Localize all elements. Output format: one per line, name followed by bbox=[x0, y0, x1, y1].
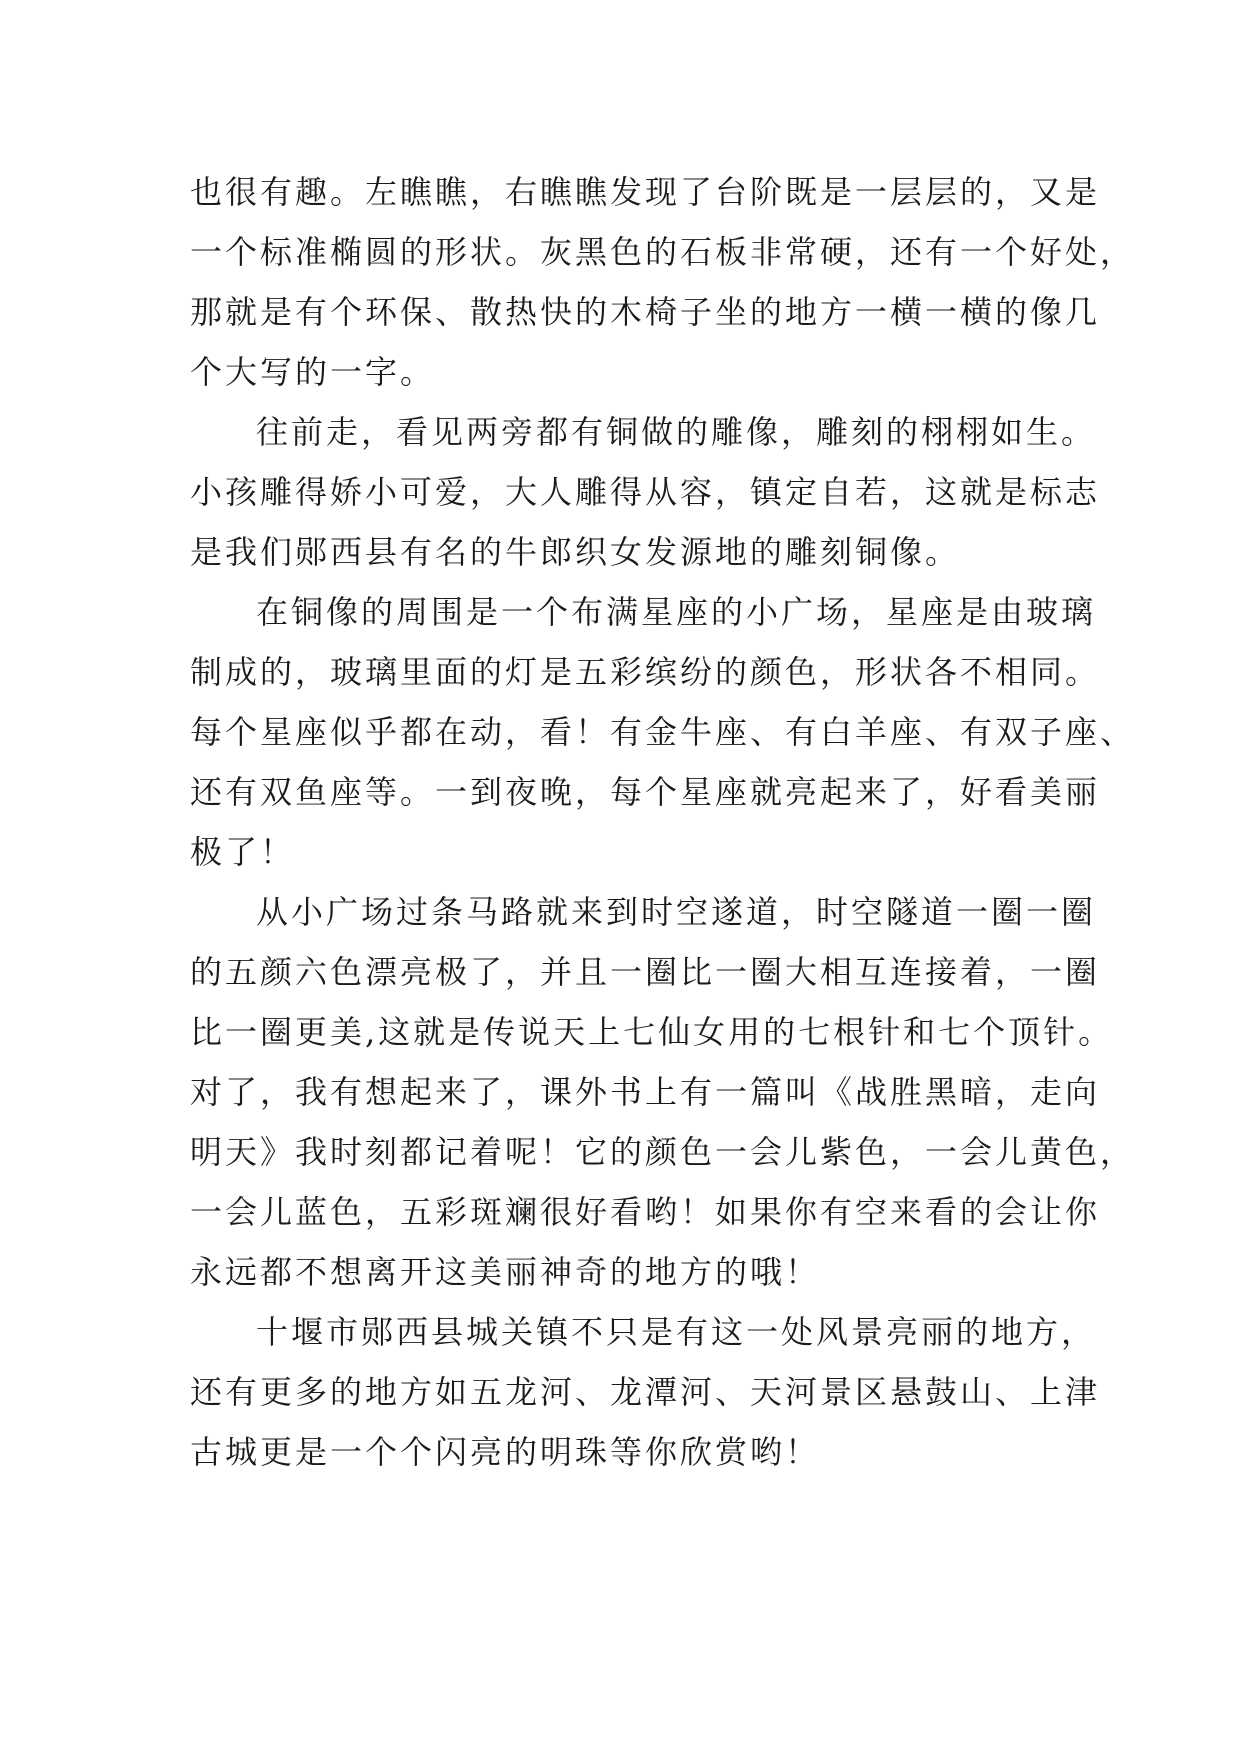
text-line: 对了，我有想起来了，课外书上有一篇叫《战胜黑暗，走向 bbox=[190, 1073, 1101, 1111]
paragraph-1 bbox=[190, 162, 1136, 402]
text-line: 极了！ bbox=[190, 833, 296, 871]
paragraph-4 bbox=[190, 882, 1136, 1302]
text-line: 制成的，玻璃里面的灯是五彩缤纷的颜色，形状各不相同。 bbox=[190, 653, 1101, 691]
text-line: 每个星座似乎都在动，看！有金牛座、有白羊座、有双子座、 bbox=[190, 713, 1136, 751]
text-line: 在铜像的周围是一个布满星座的小广场，星座是由玻璃 bbox=[256, 593, 1097, 631]
text-line: 永远都不想离开这美丽神奇的地方的哦！ bbox=[190, 1253, 821, 1291]
paragraph-3 bbox=[190, 582, 1136, 882]
text-line: 的五颜六色漂亮极了，并且一圈比一圈大相互连接着，一圈 bbox=[190, 953, 1101, 991]
text-line: 也很有趣。左瞧瞧，右瞧瞧发现了台阶既是一层层的，又是 bbox=[190, 173, 1101, 211]
text-line: 十堰市郧西县城关镇不只是有这一处风景亮丽的地方， bbox=[256, 1313, 1097, 1351]
article-body bbox=[190, 162, 1136, 1482]
text-line: 是我们郧西县有名的牛郎织女发源地的雕刻铜像。 bbox=[190, 533, 961, 571]
text-line: 还有双鱼座等。一到夜晚，每个星座就亮起来了，好看美丽 bbox=[190, 773, 1101, 811]
paragraph-5 bbox=[190, 1302, 1101, 1482]
text-line: 那就是有个环保、散热快的木椅子坐的地方一横一横的像几 bbox=[190, 293, 1101, 331]
text-line: 比一圈更美,这就是传说天上七仙女用的七根针和七个顶针。 bbox=[190, 1013, 1114, 1051]
text-line: 一会儿蓝色，五彩斑斓很好看哟！如果你有空来看的会让你 bbox=[190, 1193, 1101, 1231]
text-line: 还有更多的地方如五龙河、龙潭河、天河景区悬鼓山、上津 bbox=[190, 1373, 1101, 1411]
text-line: 小孩雕得娇小可爱，大人雕得从容，镇定自若，这就是标志 bbox=[190, 473, 1101, 511]
text-line: 从小广场过条马路就来到时空遂道，时空隧道一圈一圈 bbox=[256, 893, 1097, 931]
text-line: 古城更是一个个闪亮的明珠等你欣赏哟！ bbox=[190, 1433, 821, 1471]
text-line: 往前走，看见两旁都有铜做的雕像，雕刻的栩栩如生。 bbox=[256, 413, 1097, 451]
text-line: 明天》我时刻都记着呢！它的颜色一会儿紫色，一会儿黄色， bbox=[190, 1133, 1136, 1171]
paragraph-2 bbox=[190, 402, 1101, 582]
text-line: 一个标准椭圆的形状。灰黑色的石板非常硬，还有一个好处， bbox=[190, 233, 1136, 271]
text-line: 个大写的一字。 bbox=[190, 353, 436, 391]
